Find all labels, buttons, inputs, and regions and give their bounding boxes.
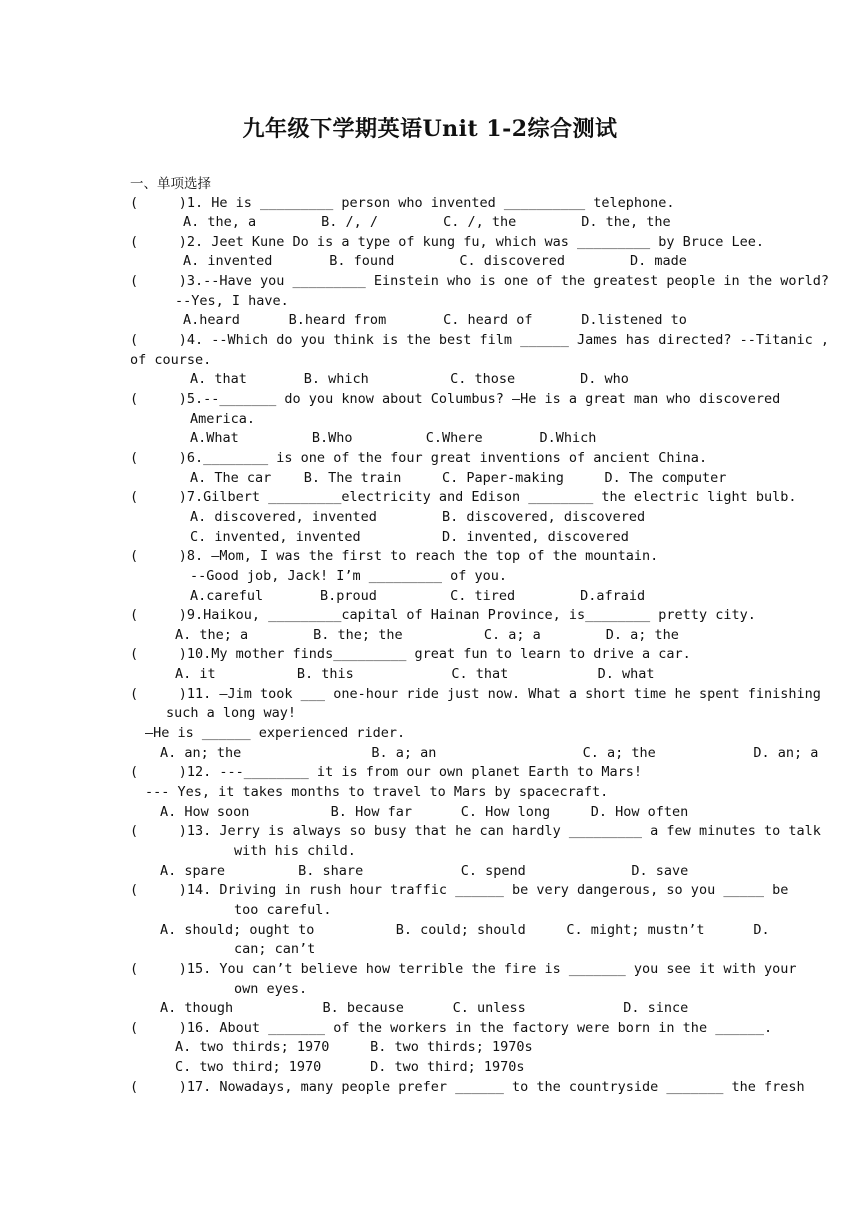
- question-line: ( )5.--_______ do you know about Columbus? –He is a great man who discovered: [130, 391, 781, 407]
- question-line: ( )13. Jerry is always so busy that he can hardly _________ a few minutes to talk: [130, 823, 821, 840]
- answer-line: of course.: [130, 351, 212, 368]
- section-heading: 一、单项选择: [130, 176, 211, 192]
- answer-line: too careful.: [234, 901, 332, 918]
- question-line: ( )7.Gilbert _________electricity and Edison ________ the electric light bulb.: [130, 489, 797, 506]
- answer-line: America.: [190, 410, 256, 427]
- answer-line: A.careful B.proud C. tired D.afraid: [190, 587, 646, 604]
- answer-line: --Good job, Jack! I’m _________ of you.: [190, 567, 507, 584]
- answer-line: --Yes, I have.: [175, 292, 289, 309]
- answer-line: A. though B. because C. unless D. since: [160, 1000, 689, 1017]
- answer-line: A. the, a B. /, / C. /, the D. the, the: [183, 214, 671, 231]
- question-line: ( )12. ---________ it is from our own planet Earth to Mars!: [130, 764, 643, 781]
- question-line: ( )2. Jeet Kune Do is a type of kung fu, which was _________ by Bruce Lee.: [130, 233, 764, 250]
- question-line: ( )4. --Which do you think is the best film ______ James has directed? --Titanic ,: [130, 332, 829, 349]
- answer-line: A. The car B. The train C. Paper-making D. The computer: [190, 469, 727, 486]
- question-line: ( )10.My mother finds_________ great fun to learn to drive a car.: [130, 646, 691, 663]
- answer-line: A. invented B. found C. discovered D. made: [183, 253, 687, 270]
- answer-line: A. How soon B. How far C. How long D. How often: [160, 803, 689, 820]
- answer-line: A. discovered, invented B. discovered, discovered: [190, 508, 646, 525]
- answer-line: A. the; a B. the; the C. a; a D. a; the: [175, 626, 679, 643]
- answer-line: --- Yes, it takes months to travel to Mars by spacecraft.: [145, 784, 609, 800]
- question-line: ( )11. —Jim took ___ one-hour ride just now. What a short time he spent finishing: [130, 685, 821, 702]
- answer-line: A.heard B.heard from C. heard of D.listened to: [183, 312, 687, 329]
- answer-line: —He is ______ experienced rider.: [145, 725, 406, 742]
- document-title: 九年级下学期英语Unit 1-2综合测试: [242, 116, 618, 142]
- question-line: ( )9.Haikou, _________capital of Hainan Province, is________ pretty city.: [130, 607, 756, 624]
- question-line: ( )1. He is _________ person who invented __________ telephone.: [130, 194, 675, 211]
- answer-line: A. two thirds; 1970 B. two thirds; 1970s: [175, 1039, 533, 1056]
- answer-line: C. two third; 1970 D. two third; 1970s: [175, 1059, 525, 1076]
- question-line: ( )8. –Mom, I was the first to reach the top of the mountain.: [130, 548, 659, 565]
- answer-line: A.What B.Who C.Where D.Which: [190, 430, 597, 447]
- answer-line: such a long way!: [166, 705, 297, 722]
- answer-line: A. an; the B. a; an C. a; the D. an; a: [160, 744, 819, 761]
- answer-line: A. spare B. share C. spend D. save: [160, 862, 689, 879]
- question-line: ( )17. Nowadays, many people prefer ______ to the countryside _______ the fresh: [130, 1078, 805, 1095]
- answer-line: A. it B. this C. that D. what: [175, 666, 655, 683]
- question-line: ( )16. About _______ of the workers in the factory were born in the ______.: [130, 1019, 773, 1036]
- answer-line: with his child.: [234, 842, 356, 859]
- answer-line: can; can’t: [234, 941, 316, 958]
- answer-line: A. should; ought to B. could; should C. might; mustn’t D.: [160, 921, 770, 938]
- question-line: ( )3.--Have you _________ Einstein who is one of the greatest people in the world?: [130, 273, 829, 290]
- question-line: ( )15. You can’t believe how terrible the fire is _______ you see it with your: [130, 960, 797, 977]
- answer-line: own eyes.: [234, 980, 308, 997]
- answer-line: A. that B. which C. those D. who: [190, 371, 629, 388]
- question-line: ( )6.________ is one of the four great inventions of ancient China.: [130, 449, 708, 466]
- answer-line: C. invented, invented D. invented, discovered: [190, 528, 629, 545]
- question-line: ( )14. Driving in rush hour traffic ______ be very dangerous, so you _____ be: [130, 882, 789, 899]
